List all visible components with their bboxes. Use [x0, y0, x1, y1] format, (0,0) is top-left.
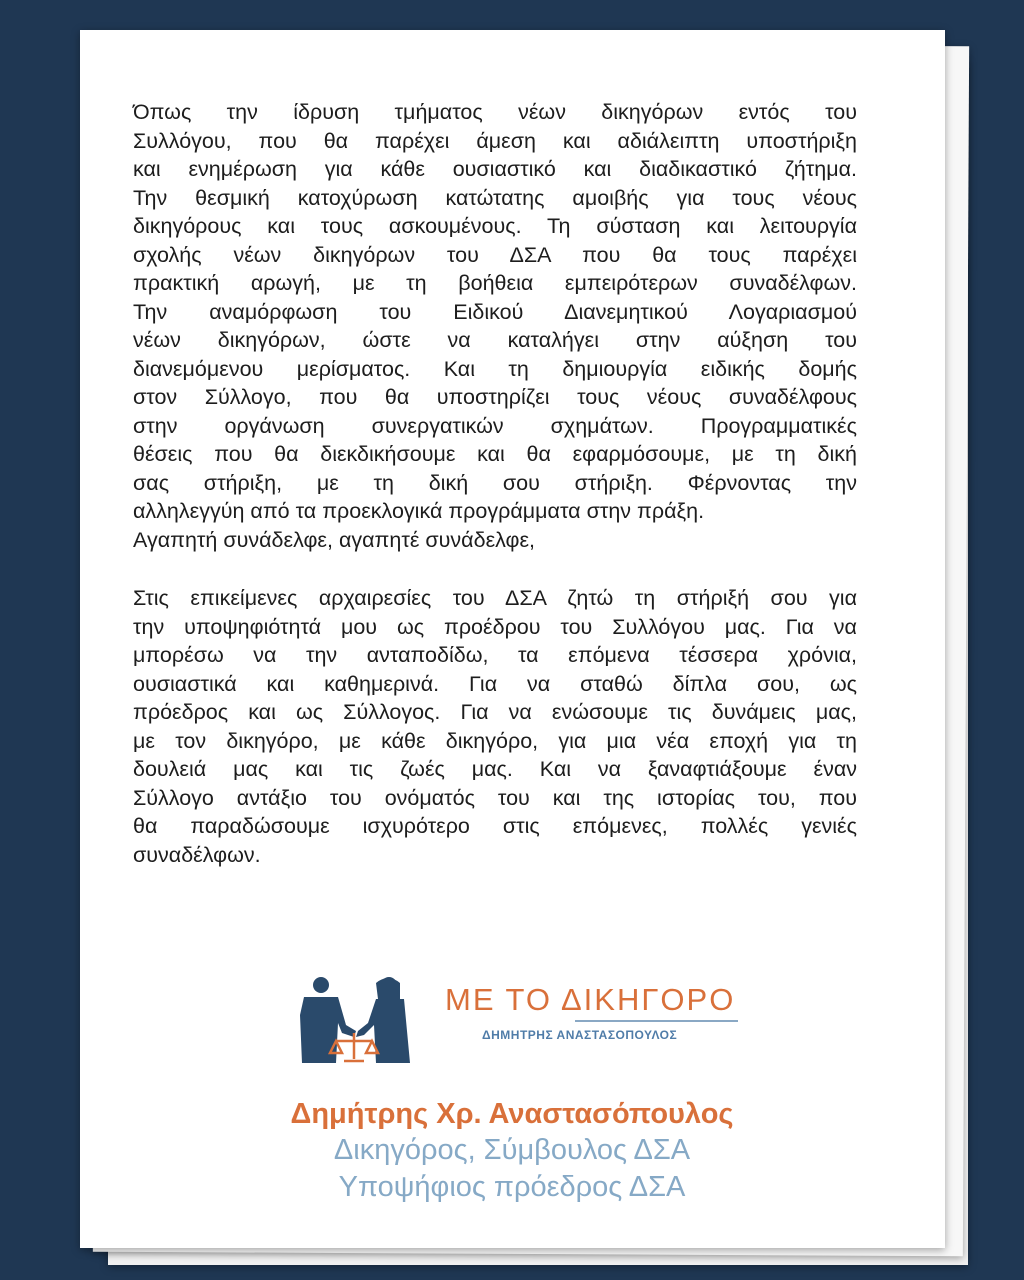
text-line: στον Σύλλογο, που θα υποστηρίζει τους νέους συναδέλφους [133, 385, 857, 409]
text-line: δικηγόρους και τους ασκουμένους. Τη σύσταση και λειτουργία [133, 214, 857, 238]
text-line: πρόεδρος και ως Σύλλογος. Για να ενώσουμε τις δυνάμεις μας, [133, 700, 857, 724]
paragraph-2 [133, 584, 857, 869]
text-line: και ενημέρωση για κάθε ουσιαστικό και διαδικαστικό ζήτημα. [133, 157, 857, 181]
text-line: θα παραδώσουμε ισχυρότερο στις επόμενες, πολλές γενιές [133, 814, 857, 838]
text-line: αλληλεγγύη από τα προεκλογικά προγράμματα στην πράξη. [133, 499, 705, 523]
signatory-name: Δημήτρης Χρ. Αναστασόπουλος [290, 1098, 734, 1130]
text-line: συναδέλφων. [133, 842, 261, 867]
text-line: θέσεις που θα διεκδικήσουμε και θα εφαρμόσουμε, με τη δική [133, 442, 857, 466]
text-line: Σύλλογο αντάξιο του ονόματός του και της ιστορίας του, που [133, 785, 857, 810]
text-line: πρακτική αρωγή, με τη βοήθεια εμπειρότερων συναδέλφων. [133, 271, 857, 295]
text-line: στην οργάνωση συνεργατικών σχημάτων. Προγραμματικές [133, 413, 857, 438]
text-line: Στις επικείμενες αρχαιρεσίες του ΔΣΑ ζητώ τη στήριξή σου για [133, 586, 857, 610]
text-line: Την αναμόρφωση του Ειδικού Διανεμητικού Λογαριασμού [133, 299, 857, 324]
logo-title: ΜΕ ΤΟ ΔΙΚΗΓΟΡΟ [445, 982, 736, 1017]
text-line: σας στήριξη, με τη δική σου στήριξη. Φέρνοντας την [133, 470, 857, 495]
text-line: νέων δικηγόρων, ώστε να καταλήγει στην αύξηση του [133, 328, 857, 352]
text-line: με τον δικηγόρο, με κάθε δικηγόρο, για μια νέα εποχή για τη [133, 728, 857, 753]
text-line: Αγαπητή συνάδελφε, αγαπητέ συνάδελφε, [133, 527, 536, 552]
logo-subtitle: ΔΗΜΗΤΡΗΣ ΑΝΑΣΤΑΣΟΠΟΥΛΟΣ [482, 1028, 678, 1042]
text-line: Την θεσμική κατοχύρωση κατώτατης αμοιβής για τους νέους [133, 185, 857, 210]
text-line: διανεμόμενου μερίσματος. Και τη δημιουργία ειδικής δομής [133, 356, 857, 381]
text-line: Συλλόγου, που θα παρέχει άμεση και αδιάλειπτη υποστήριξη [133, 128, 857, 153]
logo-underline [575, 1020, 738, 1022]
text-line: σχολής νέων δικηγόρων του ΔΣΑ που θα τους παρέχει [133, 242, 857, 267]
text-line: δουλειά μας και τις ζωές μας. Και να ξαναφτιάξουμε έναν [133, 757, 857, 781]
paragraph-1 [133, 98, 857, 554]
signatory-role: Δικηγόρος, Σύμβουλος ΔΣΑ [333, 1134, 691, 1166]
text-line: ουσιαστικά και καθημερινά. Για να σταθώ δίπλα σου, ως [133, 671, 857, 696]
text-line: την υποψηφιότητά μου ως προέδρου του Συλλόγου μας. Για να [133, 614, 857, 639]
signatory-candidacy: Υποψήφιος πρόεδρος ΔΣΑ [338, 1171, 686, 1203]
text-line: Όπως την ίδρυση τμήματος νέων δικηγόρων εντός του [133, 100, 857, 124]
text-line: μπορέσω να την ανταποδίδω, τα επόμενα τέσσερα χρόνια, [133, 643, 857, 667]
